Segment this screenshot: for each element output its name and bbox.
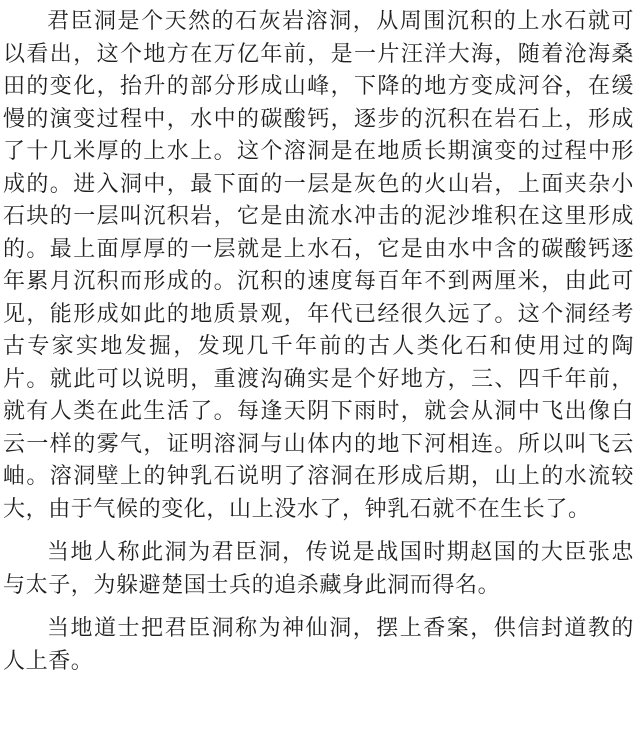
paragraph-cave-legend: 当地人称此洞为君臣洞，传说是战国时期赵国的大臣张忠与太子，为躲避楚国士兵的追杀藏身此洞而得名。 <box>3 540 634 598</box>
paragraph-cave-geology: 君臣洞是个天然的石灰岩溶洞，从周围沉积的上水石就可以看出，这个地方在万亿年前，是一片汪洋大海，随着沧海桑田的变化，抬升的部分形成山峰，下降的地方变成河谷，在缓慢的演变过程中，水中的碳酸钙，逐步的沉积在岩石上，形成了十几米厚的上水上。这个溶洞是在地质长期演变的过程中形成的。进入洞中，最下面的一层是灰色的火山岩，上面夹杂小石块的一层叫沉积岩，它是由流水冲击的泥沙堆积在这里形成的。最上面厚厚的一层就是上水石，它是由水中含的碳酸钙逐年累月沉积而形成的。沉积的速度每百年不到两厘米，由此可见，能形成如此的地质景观，年代已经很久远了。这个洞经考古专家实地发掘，发现几千年前的古人类化石和使用过的陶片。就此可以说明，重渡沟确实是个好地方，三、四千年前，就有人类在此生活了。每逢天阴下雨时，就会从洞中飞出像白云一样的雾气，证明溶洞与山体内的地下河相连。所以叫飞云岫。溶洞壁上的钟乳石说明了溶洞在形成后期，山上的水流较大，由于气候的变化，山上没水了，钟乳石就不在生长了。 <box>3 9 634 522</box>
paragraph-taoist-shrine: 当地道士把君臣洞称为神仙洞，摆上香案，供信封道教的人上香。 <box>3 616 634 674</box>
